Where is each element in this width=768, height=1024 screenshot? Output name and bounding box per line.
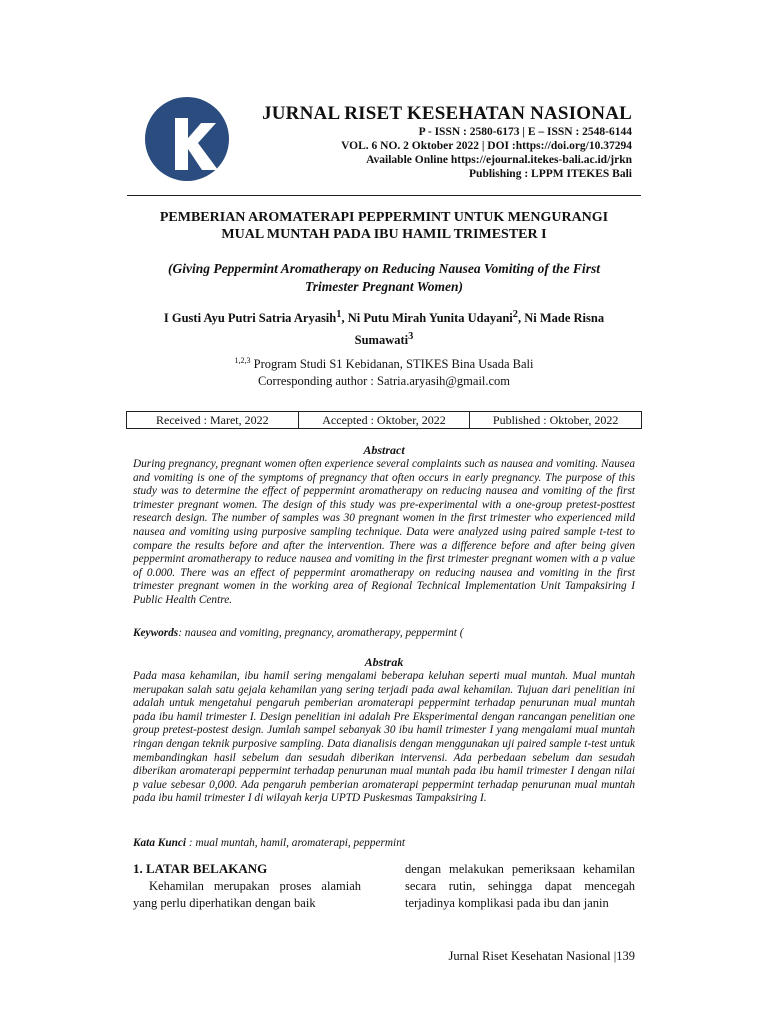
abstrak-text: Pada masa kehamilan, ibu hamil sering mengalami beberapa keluhan seperti mual muntah. Mual muntah merupakan salah satu gejala kehamilan yang sering terjadi pada awal kehamilan. Tujuan dari penelitian ini adalah untuk mengetahui pengaruh pemberian aromaterapi peppermint terhadap penurunan mual muntah pada ibu hamil trimester I. Design penelitian ini adalah Pre Eksperimental dengan rancangan penelitian one group pretest-postest design. Jumlah sampel sebanyak 30 ibu hamil trimester I yang mengalami mual muntah ringan dengan teknik purposive sampling. Data dianalisis dengan menggunakan uji paired sample t-test untuk membandingkan hasil sebelum dan sesudah diberikan intervensi. Ada perbedaan sebelum dan sesudah diberikan aromaterapi peppermint terhadap penurunan mual muntah pada ibu hamil trimester I dengan nilai p value sebesar 0,000. Ada pengaruh pemberian aromaterapi peppermint terhadap penurunan mual muntah pada ibu hamil trimester I di wilayah kerja UPTD Puskesmas Tampaksiring I.: [133, 670, 635, 805]
k-logo-icon: [144, 96, 230, 182]
article-english-title: [127, 260, 641, 295]
affiliation-block: [127, 353, 641, 389]
accepted-date: Accepted : Oktober, 2022: [298, 412, 470, 428]
affiliation: Program Studi S1 Kebidanan, STIKES Bina Usada Bali: [250, 357, 534, 372]
kata-kunci-label: Kata Kunci: [133, 837, 187, 849]
dates-table: [126, 411, 642, 429]
journal-online-link[interactable]: Available Online https://ejournal.itekes-bali.ac.id/jrkn: [366, 154, 632, 166]
header-divider: [127, 195, 641, 196]
abstract-text: During pregnancy, pregnant women often experience several complaints such as nausea and vomiting. Nausea and vomiting is one of the symptoms of pregnancy that often occurs in early pregnancy. The purpose of this study was to determine the effect of peppermint aromatherapy on reducing nausea and vomiting of the first trimester pregnant women. The design of this study was pre-experimental with a one-group pretest-posttest research design. The number of samples was 30 pregnant women in the first trimester who experienced mild nausea and vomiting using purposive sampling technique. Data were analyzed using paired sample t-test to compare the results before and after the intervention. There was a difference before and after being given peppermint aromatherapy to reduce nausea and vomiting in the first trimester pregnant women with a p value of 0.000. There was an effect of peppermint aromatherapy on reducing nausea and vomiting in the first trimester pregnant women in the working area of Regional Technical Implementation Unit Tampaksiring I Public Health Centre.: [133, 458, 635, 606]
author-superscript: 3: [408, 330, 414, 342]
affiliation-superscript: 1,2,3: [234, 356, 251, 365]
article-title-line: MUAL MUNTAH PADA IBU HAMIL TRIMESTER I: [221, 227, 547, 242]
journal-volume: VOL. 6 NO. 2 Oktober 2022 | DOI :https://doi.org/10.37294: [341, 140, 632, 152]
corresponding-author: Corresponding author : Satria.aryasih@gmail.com: [257, 373, 511, 388]
abstract-heading: Abstract: [363, 443, 405, 457]
body-right-column: dengan melakukan pemeriksaan kehamilan secara rutin, sehingga dapat mencegah terjadinya komplikasi pada ibu dan janin: [405, 862, 635, 910]
page-footer: Jurnal Riset Kesehatan Nasional |139: [448, 949, 635, 963]
english-title-line: Trimester Pregnant Women): [304, 278, 463, 294]
author-name: I Gusti Ayu Putri Satria Aryasih: [163, 311, 337, 326]
author-name: , Ni Putu Mirah Yunita Udayani: [341, 311, 513, 326]
body-left-column: Kehamilan merupakan proses alamiah yang perlu diperhatikan dengan baik: [133, 879, 361, 910]
abstrak-heading: Abstrak: [364, 655, 404, 669]
journal-title: JURNAL RISET KESEHATAN NASIONAL: [262, 103, 632, 124]
author-name: Sumawati: [354, 332, 409, 347]
keywords: [133, 627, 635, 639]
journal-issn: P - ISSN : 2580-6173 | E – ISSN : 2548-6144: [418, 126, 632, 138]
author-superscript: 2: [512, 309, 518, 320]
article-title-line: PEMBERIAN AROMATERAPI PEPPERMINT UNTUK MENGURANGI: [159, 210, 609, 225]
keywords-label: Keywords: [133, 627, 179, 639]
article-title: [127, 209, 641, 243]
kata-kunci-list: : mual muntah, hamil, aromaterapi, peppermint: [186, 837, 405, 849]
english-title-line: (Giving Peppermint Aromatherapy on Reducing Nausea Vomiting of the First: [168, 261, 600, 276]
author-superscript: 1: [336, 309, 342, 320]
keywords-list: : nausea and vomiting, pregnancy, aromatherapy, peppermint (: [178, 627, 464, 639]
published-date: Published : Oktober, 2022: [469, 412, 641, 428]
journal-logo: [144, 96, 230, 182]
author-list: [127, 306, 641, 349]
section-heading: 1. LATAR BELAKANG: [133, 861, 268, 876]
kata-kunci: [133, 837, 635, 849]
received-date: Received : Maret, 2022: [156, 413, 269, 427]
journal-publisher: Publishing : LPPM ITEKES Bali: [469, 168, 632, 180]
author-name: , Ni Made Risna: [517, 311, 605, 326]
